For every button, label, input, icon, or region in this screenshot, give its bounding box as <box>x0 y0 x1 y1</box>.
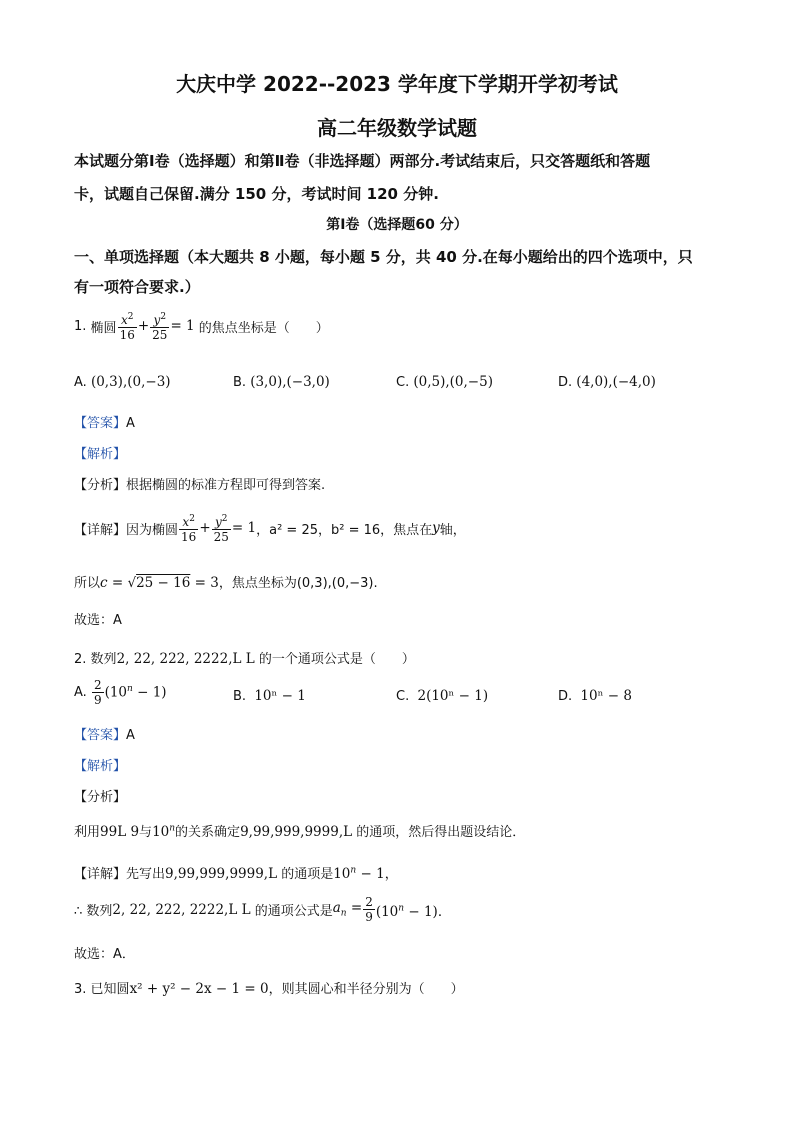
q1-answer: 【答案】A <box>74 416 135 431</box>
q2-option-b: B. 10ⁿ − 1 <box>233 688 306 704</box>
exam-subtitle: 高二年级数学试题 <box>317 116 477 140</box>
part-heading-line-1: 一、单项选择题（本大题共 8 小题，每小题 5 分，共 40 分.在每小题给出的四个选项中，只 <box>74 248 693 266</box>
exam-title: 大庆中学 2022--2023 学年度下学期开学初考试 <box>176 72 618 96</box>
option-c: C. (0,5),(0,−5) <box>396 374 493 390</box>
q1-detail: 【详解】 因为椭圆 $\frac{x^2}{16}$ + $\frac{y^2}{25}$ = 1 ，a² = 25，b² = 16，焦点在 y 轴， <box>74 514 466 544</box>
q1-fenxi: 【分析】根据椭圆的标准方程即可得到答案. <box>74 478 326 493</box>
q2-choose: 故选：A． <box>74 947 135 962</box>
q2-fenxi-tag: 【分析】 <box>74 790 127 805</box>
option-d: D. (4,0),(−4,0) <box>558 374 656 390</box>
q1-choose: 故选：A <box>74 613 122 628</box>
volume-title: 第Ⅰ卷（选择题60 分） <box>326 217 468 233</box>
q2-therefore: ∴ 数列 2, 22, 222, 2222,L L 的通项公式是 $a_n$ = $\frac{2}{9}$ $(10^n - 1)$． <box>74 895 452 924</box>
q1-so: 所以c = √25 − 16 = 3，焦点坐标为(0,3),(0,−3). <box>74 575 378 591</box>
q2-option-a: A. $\frac{2}{9}$ $(10^n - 1)$ <box>74 678 167 707</box>
q2-analysis-tag: 【解析】 <box>74 759 127 774</box>
q2-answer: 【答案】A <box>74 728 135 743</box>
ellipse-y-term: $\frac{y^2}{25}$ <box>152 312 168 342</box>
question-prefix: 椭圆 <box>90 320 117 336</box>
question-3: 3. 已知圆x² + y² − 2x − 1 = 0，则其圆心和半径分别为（ ） <box>74 981 464 997</box>
q2-fenxi: 利用99L 9与10$^n$的关系确定9,99,999,9999,L 的通项，然后得出题设结论． <box>74 823 526 840</box>
ellipse-x-term: $\frac{x^2}{16}$ <box>119 312 135 342</box>
intro-line-1: 本试题分第Ⅰ卷（选择题）和第Ⅱ卷（非选择题）两部分.考试结束后，只交答题纸和答题 <box>74 152 651 170</box>
q2-option-d: D. 10ⁿ − 8 <box>558 688 632 704</box>
q1-analysis-tag: 【解析】 <box>74 447 127 462</box>
q2-option-c: C. 2(10ⁿ − 1) <box>396 688 489 704</box>
part-heading-line-2: 有一项符合要求.） <box>74 278 200 296</box>
question-number: 1. <box>74 318 87 334</box>
q2-detail: 【详解】先写出9,99,999,9999,L 的通项是$10^n - 1$， <box>74 865 398 882</box>
option-a: A. (0,3),(0,−3) <box>74 374 171 390</box>
intro-line-2: 卡，试题自己保留.满分 150 分，考试时间 120 分钟. <box>74 185 439 203</box>
question-suffix: 的焦点坐标是（ ） <box>198 320 329 336</box>
option-b: B. (3,0),(−3,0) <box>233 374 330 390</box>
question-1: 1. 椭圆 $\frac{x^2}{16}$ + $\frac{y^2}{25}$ = 1 的焦点坐标是（ ） <box>74 312 329 342</box>
question-2: 2. 数列2, 22, 222, 2222,L L 的一个通项公式是（ ） <box>74 651 415 667</box>
